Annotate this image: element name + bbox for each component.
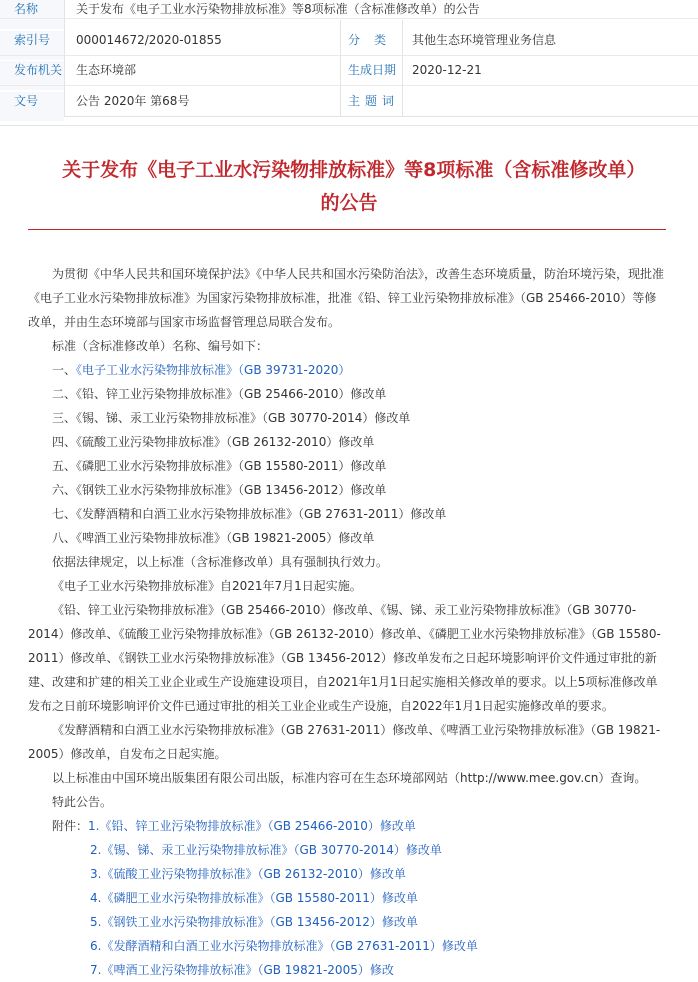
attachment-link[interactable]: 6.《发酵酒精和白酒工业水污染物排放标准》（GB 27631-2011）修改单 xyxy=(90,939,478,953)
attachment-link[interactable]: 5.《钢铁工业水污染物排放标准》（GB 13456-2012）修改单 xyxy=(90,915,418,929)
standard-item xyxy=(28,526,668,550)
meta-divider xyxy=(0,85,698,86)
standard-number: 二、 xyxy=(52,387,77,401)
attachment-link[interactable]: 7.《啤酒工业污染物排放标准》（GB 19821-2005）修改 xyxy=(90,963,394,977)
standard-number: 一、 xyxy=(52,363,77,377)
standard-name: 《铅、锌工业污染物排放标准》（GB 25466-2010） xyxy=(76,387,351,401)
meta-column-divider xyxy=(402,20,403,116)
standard-item xyxy=(28,358,668,382)
standard-suffix: 修改单 xyxy=(350,387,387,401)
standard-number: 六、 xyxy=(52,483,77,497)
standard-number: 八、 xyxy=(52,531,77,545)
issuer-label: 发布机关 xyxy=(0,61,64,90)
category-value: 其他生态环境管理业务信息 xyxy=(412,33,557,47)
standard-suffix: 修改单 xyxy=(338,531,375,545)
issuer-value: 生态环境部 xyxy=(76,63,137,77)
meta-divider xyxy=(0,18,698,19)
attachment-label: 附件： xyxy=(52,819,89,833)
standard-item xyxy=(28,502,668,526)
paragraph-publisher: 以上标准由中国环境出版集团有限公司出版，标准内容可在生态环境部网站（http://www.mee.gov.cn）查询。 xyxy=(52,771,647,785)
meta-row-name xyxy=(0,0,698,29)
standard-name: 《锡、锑、汞工业污染物排放标准》（GB 30770-2014） xyxy=(76,411,375,425)
standard-link[interactable]: 《电子工业水污染物排放标准》（GB 39731-2020） xyxy=(76,363,351,377)
standard-number: 七、 xyxy=(52,507,77,521)
standard-suffix: 修改单 xyxy=(350,459,387,473)
standard-name: 《发酵酒精和白酒工业水污染物排放标准》（GB 27631-2011） xyxy=(76,507,411,521)
paragraph-mandatory: 依据法律规定，以上标准（含标准修改单）具有强制执行效力。 xyxy=(52,555,389,569)
attachment-item xyxy=(28,886,668,910)
standard-number: 五、 xyxy=(52,459,77,473)
standard-item xyxy=(28,430,668,454)
article-title: 关于发布《电子工业水污染物排放标准》等8项标准（含标准修改单）的公告 xyxy=(62,159,636,214)
attachment-link[interactable]: 2.《锡、锑、汞工业污染物排放标准》（GB 30770-2014）修改单 xyxy=(90,843,442,857)
attachment-item xyxy=(28,838,668,862)
standard-item xyxy=(28,406,668,430)
date-value: 2020-12-21 xyxy=(412,63,482,77)
topic-label: 主题词 xyxy=(348,94,400,108)
article-body xyxy=(0,125,698,977)
standard-suffix: 修改单 xyxy=(350,483,387,497)
standard-name: 《啤酒工业污染物排放标准》（GB 19821-2005） xyxy=(76,531,339,545)
attachment-item xyxy=(28,862,668,886)
index-label: 索引号 xyxy=(0,31,64,60)
category-label: 分类 xyxy=(348,33,401,47)
paragraph-intro: 为贯彻《中华人民共和国环境保护法》《中华人民共和国水污染防治法》，改善生态环境质量，防治环境污染，现批准《电子工业水污染物排放标准》为国家污染物排放标准，批准《铅、锌工业污染物排放标准》（GB 25466-2010）等修改单，并由生态环境部与国家市场监督管理总局联合发布。 xyxy=(28,267,665,329)
paragraph-closing: 特此公告。 xyxy=(52,795,113,809)
standard-number: 三、 xyxy=(52,411,77,425)
attachment-item xyxy=(28,910,668,934)
paragraph-brewing-effective: 《发酵酒精和白酒工业水污染物排放标准》（GB 27631-2011）修改单、《啤酒工业污染物排放标准》（GB 19821-2005）修改单，自发布之日起实施。 xyxy=(28,723,661,761)
index-value: 000014672/2020-01855 xyxy=(76,33,222,47)
meta-column-divider xyxy=(340,20,341,116)
meta-row-docno xyxy=(0,92,698,121)
docno-value: 公告 2020年 第68号 xyxy=(76,94,190,108)
meta-column-divider xyxy=(64,0,65,116)
attachment-link[interactable]: 4.《磷肥工业水污染物排放标准》（GB 15580-2011）修改单 xyxy=(90,891,418,905)
attachment-item xyxy=(28,814,668,838)
standard-suffix: 修改单 xyxy=(410,507,447,521)
list-intro: 标准（含标准修改单）名称、编号如下： xyxy=(52,339,269,353)
standard-item xyxy=(28,478,668,502)
standard-suffix: 修改单 xyxy=(338,435,375,449)
standard-item xyxy=(28,382,668,406)
standard-item xyxy=(28,454,668,478)
meta-divider xyxy=(0,55,698,56)
attachment-item xyxy=(28,958,668,982)
paragraph-effective-date: 《电子工业水污染物排放标准》自2021年7月1日起实施。 xyxy=(52,579,362,593)
standard-name: 《硫酸工业污染物排放标准》（GB 26132-2010） xyxy=(76,435,339,449)
paragraph-amendment-effective: 《铅、锌工业污染物排放标准》（GB 25466-2010）修改单、《锡、锑、汞工业污染物排放标准》（GB 30770-2014）修改单、《硫酸工业污染物排放标准》（GB 26132-2010）修改单、《磷肥工业水污染物排放标准》（GB 15580-2011）修改单、《钢铁工业水污染物排放标准》（GB 13456-2012）修改单发布之日起环境影响评价文件通过审批的新建、改建和扩建的相关工业企业或生产设施建设项目，自2021年1月1日起实施相关修改单的要求。以上5项标准修改单发布之日前环境影响评价文件已通过审批的相关工业企业或生产设施，自2022年1月1日起实施修改单的要求。 xyxy=(28,603,661,713)
document-metadata-panel xyxy=(0,0,698,117)
attachment-link[interactable]: 3.《硫酸工业污染物排放标准》（GB 26132-2010）修改单 xyxy=(90,867,406,881)
attachment-link[interactable]: 1.《铅、锌工业污染物排放标准》（GB 25466-2010）修改单 xyxy=(88,819,416,833)
standard-name: 《磷肥工业水污染物排放标准》（GB 15580-2011） xyxy=(76,459,351,473)
article-content xyxy=(28,262,668,982)
standard-number: 四、 xyxy=(52,435,77,449)
standard-name: 《钢铁工业水污染物排放标准》（GB 13456-2012） xyxy=(76,483,351,497)
standard-suffix: 修改单 xyxy=(374,411,411,425)
title-underline xyxy=(28,229,666,230)
attachment-item xyxy=(28,934,668,958)
date-label: 生成日期 xyxy=(348,63,397,77)
name-label: 名称 xyxy=(0,0,64,29)
name-value: 关于发布《电子工业水污染物排放标准》等8项标准（含标准修改单）的公告 xyxy=(76,2,480,16)
docno-label: 文号 xyxy=(0,92,64,121)
